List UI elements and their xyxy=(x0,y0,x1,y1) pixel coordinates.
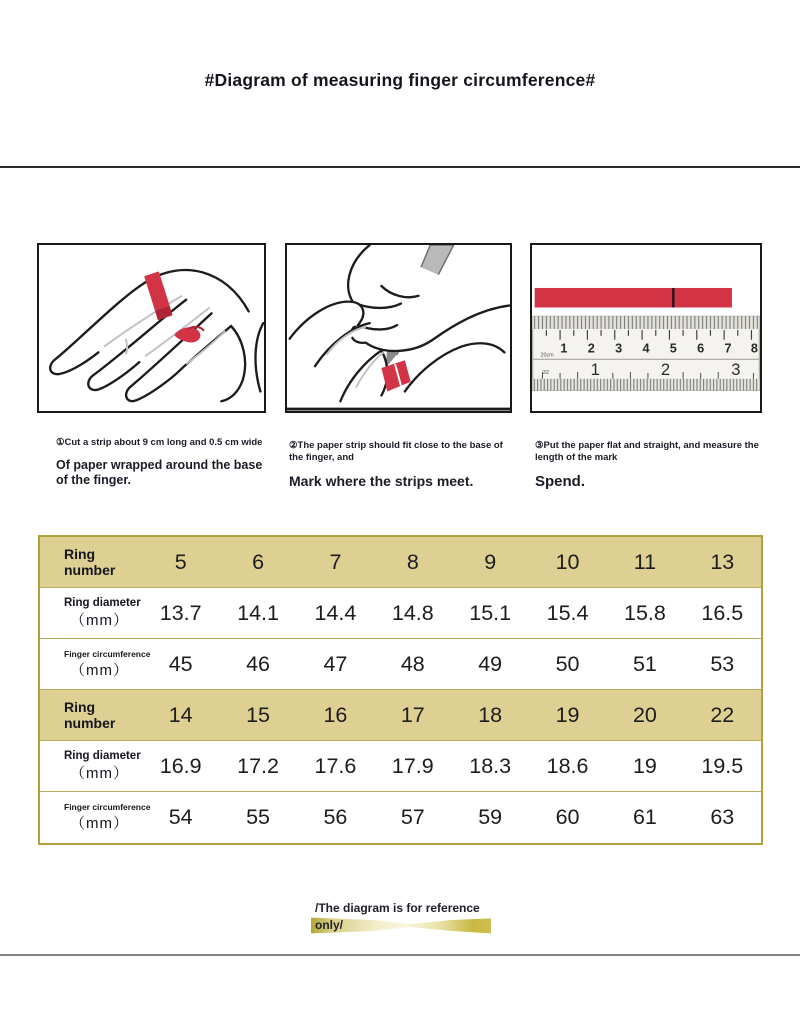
svg-text:1: 1 xyxy=(560,341,568,356)
svg-text:6: 6 xyxy=(697,341,705,356)
table-cell: 16 xyxy=(323,702,348,727)
table-cell: 59 xyxy=(478,805,503,829)
table-cell: 13.7 xyxy=(159,600,202,625)
table-cell: 61 xyxy=(632,805,657,829)
table-cell: 48 xyxy=(400,651,425,676)
row-unit: （mm） xyxy=(70,611,129,629)
table-cell: 51 xyxy=(632,651,657,676)
table-row-finger-circumference-2 xyxy=(40,792,761,843)
cm-unit-label: 20cm xyxy=(540,352,554,359)
row-unit: （mm） xyxy=(70,661,129,679)
row-label: Ring diameter xyxy=(64,596,141,609)
table-cell: 15.4 xyxy=(546,600,589,625)
table-cell: 16.9 xyxy=(159,753,202,778)
step1-note-small: ①Cut a strip about 9 cm long and 0.5 cm wide xyxy=(56,437,263,448)
bottom-divider xyxy=(0,954,800,956)
reference-note xyxy=(315,901,575,932)
table-cell: 19 xyxy=(632,753,657,778)
step3-note-large: Spend. xyxy=(535,473,586,490)
svg-text:7: 7 xyxy=(724,341,732,356)
table-cell: 18.6 xyxy=(546,753,589,778)
svg-text:8: 8 xyxy=(750,341,758,356)
table-cell: 14 xyxy=(168,702,193,727)
row-label: Finger circumference xyxy=(64,802,151,812)
red-strip xyxy=(144,271,204,342)
table-cell: 19 xyxy=(555,702,580,727)
ring-size-table xyxy=(38,535,763,845)
table-cell: 18 xyxy=(478,702,503,727)
ruler-body xyxy=(533,316,760,390)
row-label: Ring number xyxy=(64,699,116,731)
step2-illustration-marking-with-pen xyxy=(285,243,512,413)
table-cell: 8 xyxy=(406,549,419,574)
table-cell: 50 xyxy=(555,651,580,676)
table-cell: 17.9 xyxy=(391,753,434,778)
table-cell: 10 xyxy=(555,549,580,574)
table-cell: 14.1 xyxy=(237,600,279,625)
hand-with-strip-icon xyxy=(39,245,264,411)
red-paper-strip xyxy=(535,288,732,308)
row-label: Finger circumference xyxy=(64,648,151,659)
table-row-ring-diameter-2 xyxy=(40,741,761,792)
ruler-icon xyxy=(532,245,760,411)
top-divider xyxy=(0,166,800,168)
svg-text:3: 3 xyxy=(615,341,623,356)
table-cell: 15 xyxy=(246,702,271,727)
table-cell: 15.8 xyxy=(624,600,666,625)
row-label: Ring diameter xyxy=(64,749,141,762)
table-cell: 17.6 xyxy=(314,753,357,778)
step3-caption xyxy=(535,440,790,490)
table-cell: 56 xyxy=(323,805,348,829)
table-cell: 14.8 xyxy=(391,600,434,625)
table-cell: 19.5 xyxy=(701,753,744,778)
step3-illustration-ruler-measurement xyxy=(530,243,762,413)
step1-illustration-hand-with-strip xyxy=(37,243,266,413)
table-cell: 16.5 xyxy=(701,600,744,625)
svg-text:4: 4 xyxy=(642,341,650,356)
table-cell: 13 xyxy=(710,549,735,574)
svg-text:2: 2 xyxy=(587,341,595,356)
row-unit: （mm） xyxy=(70,764,129,782)
table-cell: 9 xyxy=(484,549,497,574)
table-cell: 49 xyxy=(478,651,503,676)
table-cell: 57 xyxy=(400,805,425,829)
table-cell: 15.1 xyxy=(469,600,512,625)
table-cell: 60 xyxy=(555,805,580,829)
table-cell: 54 xyxy=(168,805,193,829)
step1-caption xyxy=(56,437,268,487)
table-cell: 20 xyxy=(632,702,657,727)
table-cell: 11 xyxy=(633,549,657,574)
table-row-ring-number-2 xyxy=(40,690,761,741)
pen-marking-icon xyxy=(287,245,510,411)
reference-note-line2: only/ xyxy=(315,918,344,932)
table-cell: 6 xyxy=(252,549,265,574)
step2-note-small: ②The paper strip should fit close to the base of the finger, and xyxy=(289,440,503,463)
row-unit: （mm） xyxy=(70,815,129,832)
svg-text:5: 5 xyxy=(669,341,677,356)
svg-text:1: 1 xyxy=(590,359,600,379)
table-cell: 45 xyxy=(168,651,193,676)
table-row-ring-number-1 xyxy=(40,537,761,588)
reference-note-line1: /The diagram is for reference xyxy=(315,901,480,915)
step3-note-small: ③Put the paper flat and straight, and measure the length of the mark xyxy=(535,440,759,463)
table-cell: 18.3 xyxy=(469,753,512,778)
table-cell: 22 xyxy=(710,702,735,727)
table-cell: 53 xyxy=(710,651,735,676)
table-row-finger-circumference-1 xyxy=(40,639,761,690)
table-cell: 63 xyxy=(710,805,735,829)
table-cell: 7 xyxy=(329,549,342,574)
svg-text:3: 3 xyxy=(731,359,741,379)
table-cell: 14.4 xyxy=(314,600,357,625)
table-cell: 17 xyxy=(400,702,425,727)
table-row-ring-diameter-1 xyxy=(40,588,761,639)
svg-text:2: 2 xyxy=(660,359,671,379)
table-cell: 46 xyxy=(246,651,271,676)
inch-scale-small-label: 32 xyxy=(542,369,550,376)
table-cell: 5 xyxy=(174,549,187,574)
step2-note-large: Mark where the strips meet. xyxy=(289,473,474,489)
step2-caption xyxy=(289,440,514,489)
table-cell: 47 xyxy=(323,651,348,676)
page-title: #Diagram of measuring finger circumference# xyxy=(204,70,596,90)
table-cell: 55 xyxy=(246,805,271,829)
row-label: Ring number xyxy=(64,546,116,578)
table-cell: 17.2 xyxy=(237,753,279,778)
step1-note-large: Of paper wrapped around the base of the finger. xyxy=(56,458,263,487)
